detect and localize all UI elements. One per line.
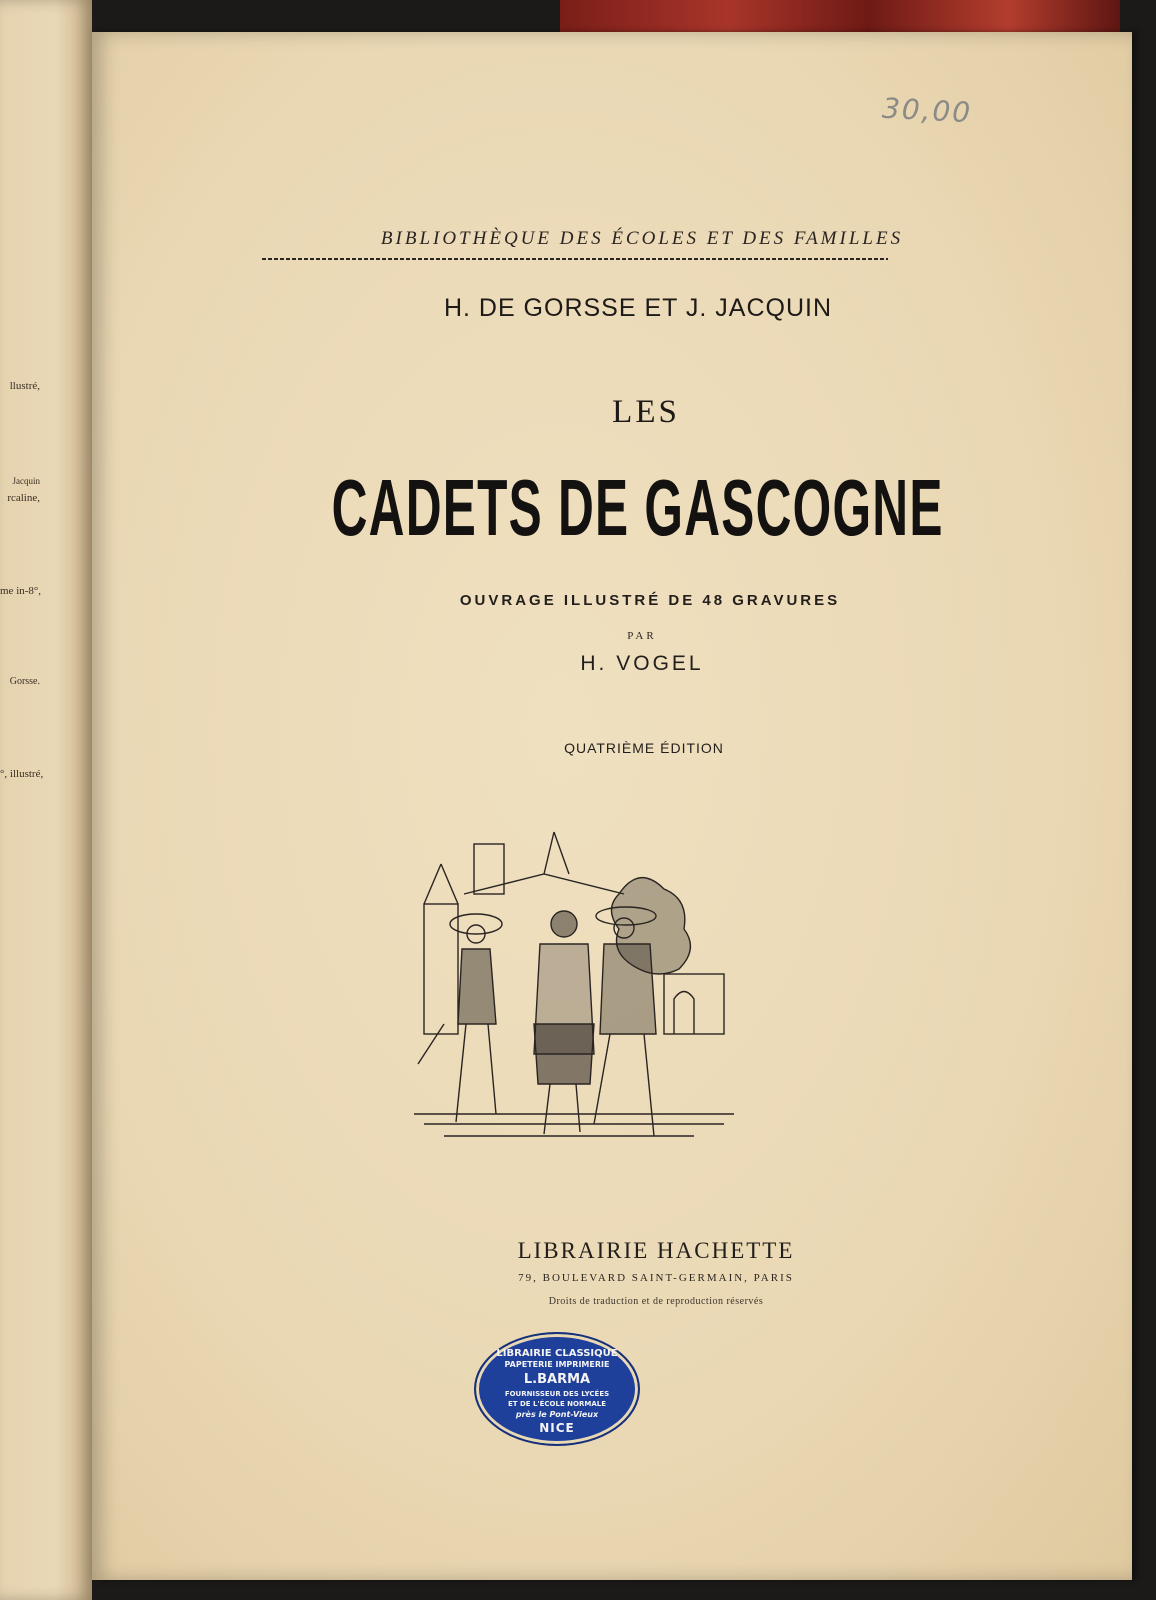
left-page-text-fragment: me in-8°, xyxy=(0,585,42,597)
left-page-text-fragment: llustré, xyxy=(9,380,40,392)
publisher-name: LIBRAIRIE HACHETTE xyxy=(517,1238,795,1263)
series-title: BIBLIOTHÈQUE DES ÉCOLES ET DES FAMILLES xyxy=(380,228,904,249)
left-page-edge xyxy=(0,0,92,1600)
title-page xyxy=(92,32,1132,1580)
stamp-line: LIBRAIRIE CLASSIQUE xyxy=(496,1348,618,1359)
handwritten-price: 30,00 xyxy=(881,91,973,130)
stamp-line: FOURNISSEUR DES LYCÉES xyxy=(504,1390,610,1398)
publisher-address: 79, BOULEVARD SAINT-GERMAIN, PARIS xyxy=(518,1272,794,1284)
left-page-text-fragment: Gorsse. xyxy=(9,676,40,687)
bookseller-stamp xyxy=(474,1332,640,1446)
title-line-1: LES xyxy=(612,394,680,430)
illustrator: H. VOGEL xyxy=(580,652,704,675)
rights-notice: Droits de traduction et de reproduction réservés xyxy=(548,1296,764,1307)
left-page-text-fragment: rcaline, xyxy=(7,492,40,504)
authors: H. DE GORSSE ET J. JACQUIN xyxy=(443,294,833,322)
engraving-illustration xyxy=(404,824,744,1154)
stamp-line: NICE xyxy=(539,1421,575,1435)
stamp-line: ET DE L'ÉCOLE NORMALE xyxy=(508,1400,606,1408)
series-divider xyxy=(262,258,888,260)
left-page-text-fragment: °, illustré, xyxy=(0,768,44,780)
stamp-line: L.BARMA xyxy=(523,1372,591,1387)
stamp-line: PAPETERIE IMPRIMERIE xyxy=(504,1360,610,1369)
edition: QUATRIÈME ÉDITION xyxy=(564,740,724,756)
stamp-line: près le Pont-Vieux xyxy=(515,1410,599,1419)
left-page-text-fragment: Jacquin xyxy=(12,476,40,486)
par-label: PAR xyxy=(627,630,657,642)
book-title: CADETS DE GASCOGNE xyxy=(331,463,944,552)
illustration-note: OUVRAGE ILLUSTRÉ DE 48 GRAVURES xyxy=(459,592,841,609)
